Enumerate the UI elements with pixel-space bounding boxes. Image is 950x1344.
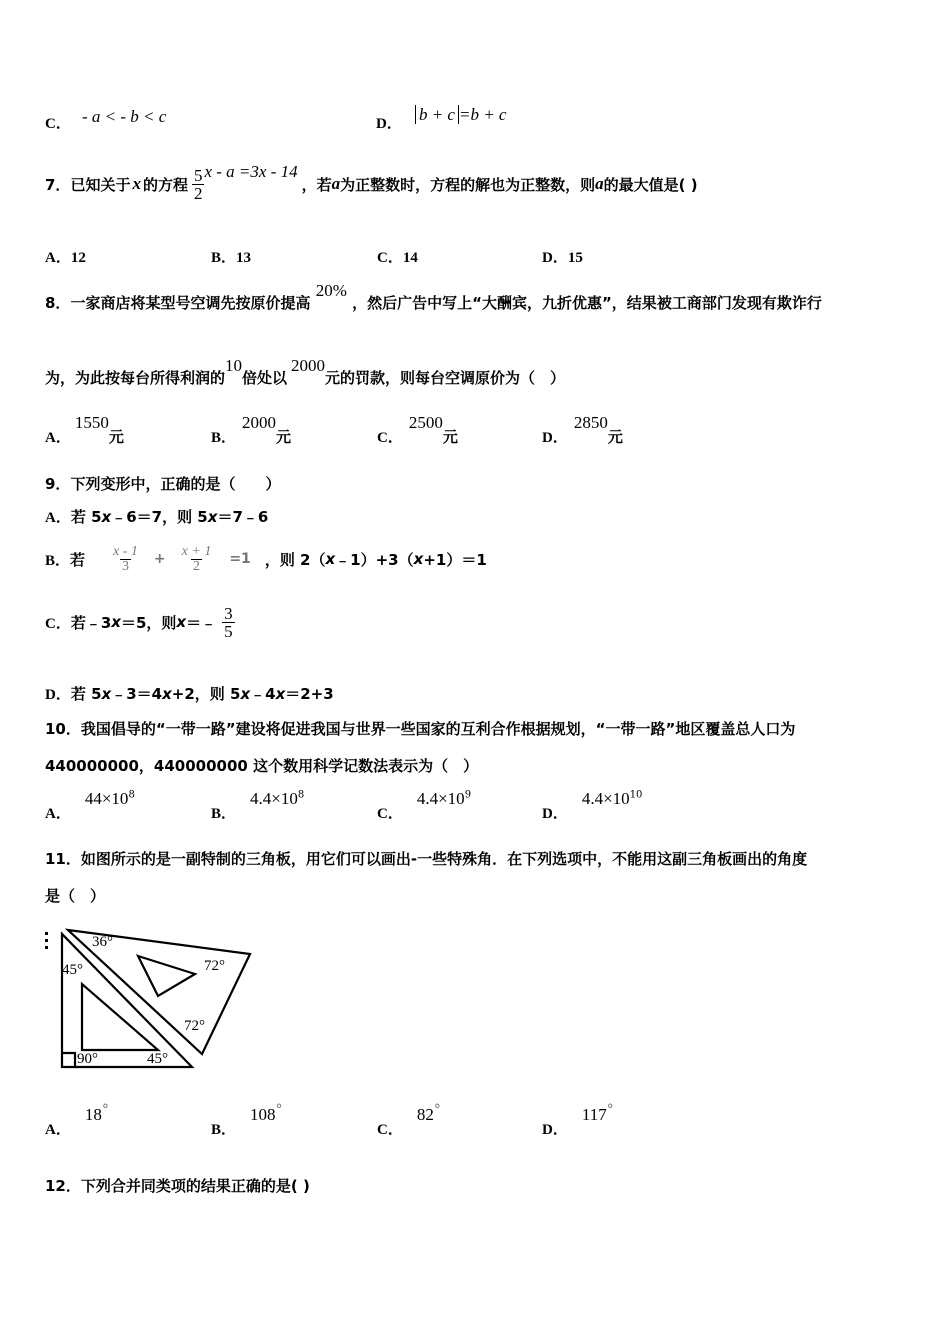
abs-value-expression: b + c bbox=[415, 105, 459, 124]
option-label: C． bbox=[45, 116, 71, 132]
q8-option-d[interactable]: D．2850元 bbox=[542, 413, 623, 446]
q7-option-d[interactable]: D．15 bbox=[542, 250, 583, 266]
times-value: 10 bbox=[225, 356, 243, 375]
stem-text: 的方程 bbox=[142, 175, 188, 194]
triangle-rulers-figure bbox=[40, 922, 260, 1074]
variable-a: a bbox=[331, 174, 341, 193]
stem-text: 下列变形中，正确的是（ ） bbox=[70, 475, 281, 493]
variable-a: a bbox=[595, 174, 604, 193]
stem-text: ，若 bbox=[301, 175, 332, 194]
q8-stem-line1 bbox=[45, 281, 822, 313]
q9-option-a[interactable]: A．若 5x﹣6＝7，则 5x＝7﹣6 bbox=[45, 508, 269, 526]
stem-text: ，然后广告中写上“大酬宾，九折优惠”，结果被工商部门发现有欺诈行 bbox=[352, 294, 822, 312]
stem-text: 是（ ） bbox=[45, 887, 106, 905]
option-expression: - a < - b < c bbox=[81, 107, 167, 126]
stem-text: 的最大值是( ) bbox=[603, 175, 698, 194]
fraction: $\frac{x + 1}{2}$ bbox=[181, 543, 212, 574]
q11-stem-line2 bbox=[45, 885, 105, 906]
option-label: D． bbox=[376, 116, 402, 132]
q12-stem bbox=[45, 1175, 310, 1196]
q10-stem-line2 bbox=[45, 755, 478, 776]
q9-option-d[interactable]: D．若 5x﹣3＝4x+2，则 5x﹣4x＝2+3 bbox=[45, 685, 334, 703]
numerator: 5 bbox=[193, 165, 203, 185]
angle-label-72-right: 72° bbox=[204, 958, 225, 974]
q11-option-d[interactable]: D．117° bbox=[542, 1102, 614, 1139]
angle-label-45-bottom: 45° bbox=[147, 1051, 168, 1067]
q10-option-c[interactable]: C．$4.4\times 10^9$ bbox=[377, 789, 472, 822]
question-number: 10． bbox=[45, 720, 81, 738]
stem-text: 为正整数时，方程的解也为正整数，则 bbox=[340, 175, 596, 194]
dot-marks bbox=[45, 932, 48, 949]
stem-text: 一家商店将某型号空调先按原价提高 bbox=[70, 294, 311, 312]
fraction: $\frac{3}{5}$ bbox=[224, 603, 233, 641]
q6-option-d[interactable] bbox=[376, 104, 507, 132]
angle-label-36: 36° bbox=[92, 934, 113, 950]
angle-label-90: 90° bbox=[77, 1051, 98, 1067]
fine-value: 2000 bbox=[291, 356, 326, 375]
q9-stem bbox=[45, 473, 280, 494]
q8-option-b[interactable]: B．2000元 bbox=[211, 413, 292, 446]
option-expression: =b + c bbox=[458, 105, 507, 124]
percent-value: 20% bbox=[315, 281, 347, 300]
q10-option-b[interactable]: B．$4.4\times 10^8$ bbox=[211, 789, 305, 822]
q10-stem-line1 bbox=[45, 718, 795, 739]
q8-stem-line2 bbox=[45, 356, 566, 388]
angle-label-72-bottom: 72° bbox=[184, 1018, 205, 1034]
stem-text: 已知关于 bbox=[70, 175, 131, 194]
fraction bbox=[192, 167, 205, 202]
q11-option-b[interactable]: B．108° bbox=[211, 1102, 283, 1139]
q6-option-c[interactable] bbox=[45, 107, 167, 133]
q10-option-a[interactable]: A．$44\times 10^8$ bbox=[45, 789, 135, 822]
q9-option-c[interactable]: C． 若﹣3 x ＝5，则 x ＝﹣ $\frac{3}{5}$ bbox=[45, 603, 233, 641]
question-number: 12． bbox=[45, 1177, 81, 1195]
q10-option-d[interactable]: D．$4.4\times 10^{10}$ bbox=[542, 789, 643, 822]
q9-option-b[interactable]: B． 若 $\frac{x - 1}{3}$ + $\frac{x + 1}{2}$ =1 ，则 2（ x ﹣1）+3（ x +1）＝1 bbox=[45, 543, 487, 574]
q7-option-c[interactable]: C．14 bbox=[377, 250, 418, 266]
fraction: $\frac{x - 1}{3}$ bbox=[113, 543, 138, 574]
denominator: 2 bbox=[193, 183, 203, 203]
question-number: 9． bbox=[45, 475, 71, 493]
q8-option-a[interactable]: A．1550元 bbox=[45, 413, 124, 446]
q7-stem bbox=[45, 160, 698, 208]
question-number: 7． bbox=[45, 175, 71, 194]
angle-label-45-top: 45° bbox=[62, 962, 83, 978]
question-number: 8． bbox=[45, 294, 71, 312]
q7-option-b[interactable]: B．13 bbox=[211, 250, 252, 266]
q7-option-a[interactable]: A．12 bbox=[45, 250, 86, 266]
stem-text: 倍处以 bbox=[242, 369, 288, 387]
q11-option-a[interactable]: A．18° bbox=[45, 1102, 109, 1139]
q11-option-c[interactable]: C．82° bbox=[377, 1102, 441, 1139]
q8-option-c[interactable]: C．2500元 bbox=[377, 413, 458, 446]
stem-text: 下列合并同类项的结果正确的是( ) bbox=[80, 1177, 310, 1195]
stem-text: 440000000，440000000 这个数用科学记数法表示为（ ） bbox=[45, 757, 479, 775]
stem-text: 我国倡导的“一带一路”建设将促进我国与世界一些国家的互利合作根据规划，“一带一路”地区覆盖总人口为 bbox=[80, 720, 796, 738]
stem-text: 为，为此按每台所得利润的 bbox=[45, 369, 226, 387]
variable-x: x bbox=[132, 174, 141, 193]
equation: x - a =3x - 14 bbox=[204, 162, 298, 181]
stem-text: 元的罚款，则每台空调原价为（ ） bbox=[325, 369, 566, 387]
stem-text: 如图所示的是一副特制的三角板，用它们可以画出-一些特殊角．在下列选项中，不能用这副三角板画出的角度 bbox=[80, 850, 808, 868]
q11-stem-line1 bbox=[45, 848, 807, 869]
question-number: 11． bbox=[45, 850, 81, 868]
